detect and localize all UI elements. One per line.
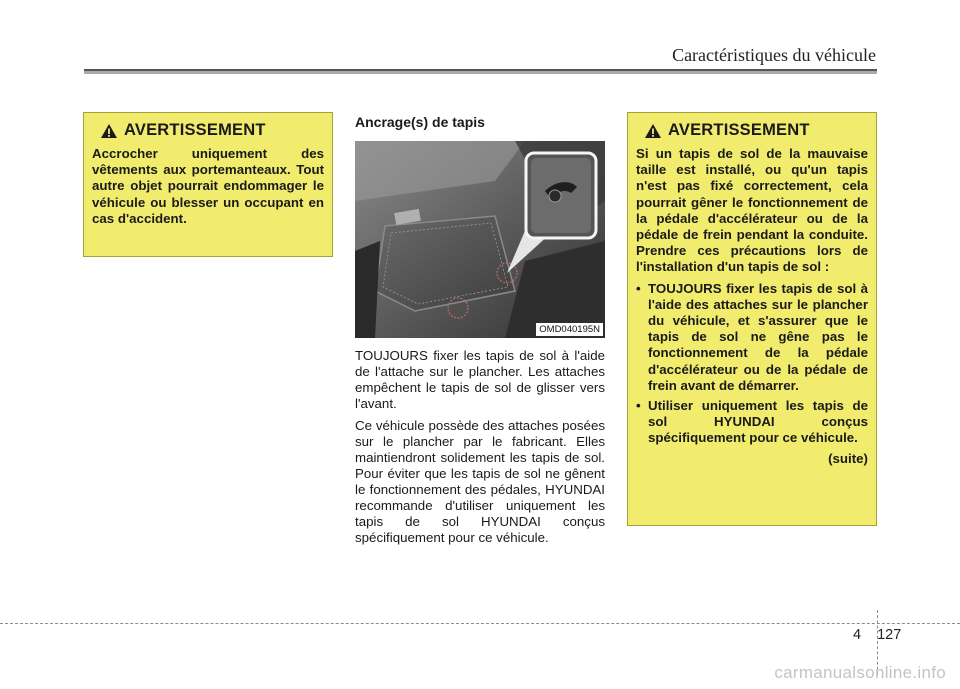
bullet-marker: • [636,398,641,414]
body-paragraph-2: Ce véhicule possède des attaches posées sur le plancher par le fabricant. Elles maintiendront solidement les tapis de sol. Pour éviter que les tapis de sol ne gênent le fonctionnement des pédales, HYUNDAI recommande d'utiliser uniquement les tapis de sol HYUNDAI conçus spécifiquement pour ce véhicule. [355,418,605,545]
chapter-number: 4 [853,627,862,643]
continued-label: (suite) [828,450,868,466]
page-header-title: Caractéristiques du véhicule [672,45,876,65]
list-item [636,281,868,394]
image-code-label: OMD040195N [536,323,603,336]
warning-title-right [644,121,868,140]
bullet-marker: • [636,280,641,296]
bullet-text: Utiliser uniquement les tapis de sol HYUNDAI conçus spécifiquement pour ce véhicule. [648,398,868,446]
warning-intro-right: Si un tapis de sol de la mauvaise taille est installé, ou qu'un tapis n'est pas fixé correctement, cela pourrait gêner le fonctionnement de la pédale d'accélérateur ou de la pédale de frein pendant la conduite. Prendre ces précautions lors de l'installation d'un tapis de sol : [636,146,868,275]
warning-triangle-icon [100,123,118,139]
footer-rule [0,623,960,624]
section-heading: Ancrage(s) de tapis [355,114,485,130]
page-number-value: 127 [877,627,902,643]
warning-text-left: Accrocher uniquement des vêtements aux portemanteaux. Tout autre objet pourrait endommager le véhicule ou blesser un occupant en cas d'accident. [92,146,324,226]
warning-triangle-icon [644,123,662,139]
bullet-text: TOUJOURS fixer les tapis de sol à l'aide des attaches sur le plancher du véhicule, et s'assurer que le tapis de sol ne gêne pas le fonctionnement de la pédale d'accélérateur ou de la pédale de frein avant de démarrer. [648,280,868,393]
warning-title-text: AVERTISSEMENT [668,121,810,139]
warning-box-right [627,112,877,526]
header-rule [84,69,877,74]
warning-box-left [83,112,333,257]
page-number [853,627,901,643]
list-item [636,398,868,447]
floor-mat-illustration [355,141,605,338]
floor-mat-anchor-photo [355,141,605,338]
body-paragraph-1: TOUJOURS fixer les tapis de sol à l'aide de l'attache sur le plancher. Les attaches empêchent le tapis de sol de glisser vers l'avant. [355,348,605,411]
middle-column [355,112,605,546]
warning-title-text: AVERTISSEMENT [124,121,266,139]
watermark: carmanualsonline.info [774,663,946,682]
warning-bullet-list [636,281,868,447]
warning-title-left [100,121,324,140]
